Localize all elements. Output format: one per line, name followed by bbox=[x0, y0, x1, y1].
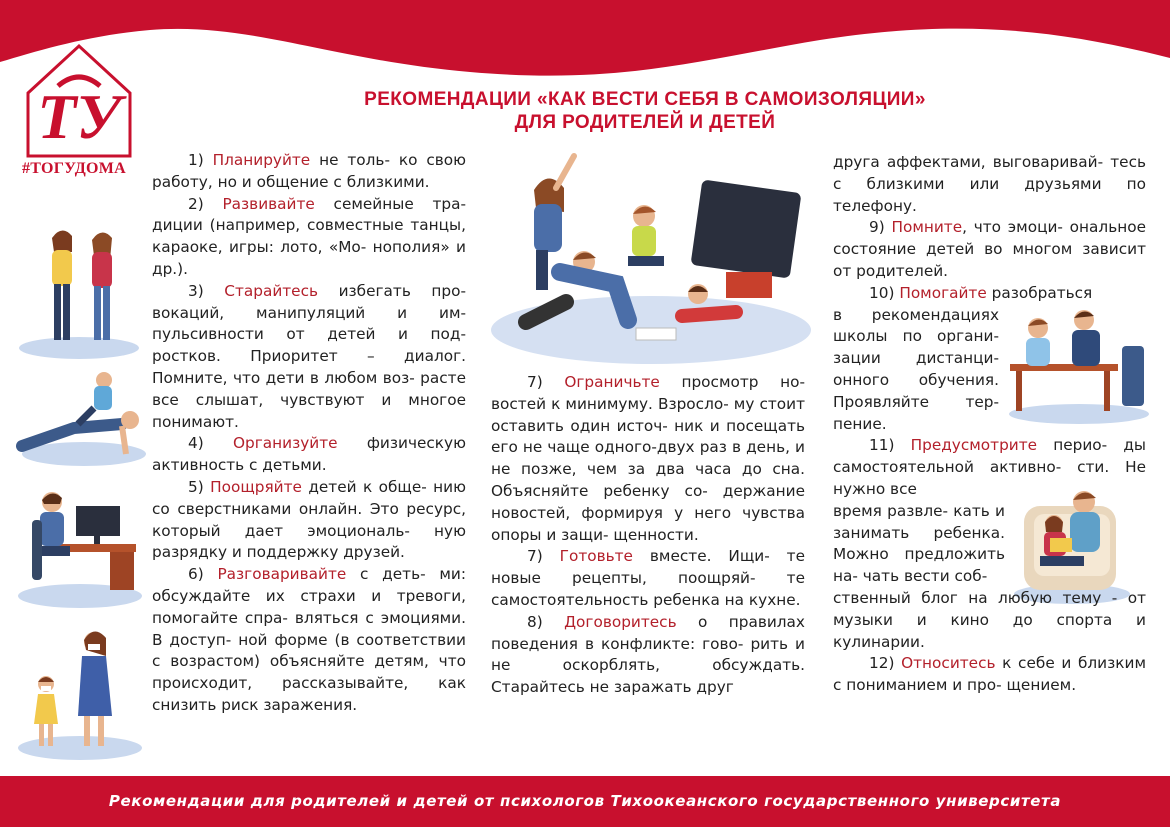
column-right bbox=[833, 152, 1146, 697]
recommendation-7a: 7) Ограничьте просмотр но- востей к минимуму. Взросло- му стоит оставить один источ- ник и посещать его не чаще одного-двух раз в день, и не позже, чем за два часа до сна. Объясняйте ребенку со- держание новостей, формируя у него чувства опоры и защи- щенности. bbox=[491, 373, 805, 544]
recommendation-5: 5) Поощряйте детей к обще- нию со сверстниками онлайн. Это ресурс, который дает эмоциональ- ную разрядку и поддержку друзей. bbox=[152, 477, 466, 562]
illustration-exercise bbox=[14, 368, 146, 468]
footer-text: Рекомендации для родителей и детей от психологов Тихоокеанского государственного университета bbox=[108, 792, 1062, 810]
title-line-1: РЕКОМЕНДАЦИИ «КАК ВЕСТИ СЕБЯ В САМОИЗОЛЯЦИИ» bbox=[364, 89, 926, 110]
recommendation-11: 11) Предусмотрите перио- ды самостоятельной активно- сти. Не нужно все bbox=[833, 436, 1146, 498]
university-logo bbox=[20, 38, 138, 178]
keyword: Ограничьте bbox=[564, 373, 660, 391]
keyword: Планируйте bbox=[212, 151, 311, 169]
column-middle bbox=[491, 372, 805, 699]
recommendation-9: 9) Помните, что эмоци- ональное состояние детей во многом зависит от родителей. bbox=[833, 218, 1146, 280]
hashtag-label: #ТОГУДОМА bbox=[22, 160, 127, 177]
header-wave bbox=[0, 0, 1170, 95]
illustration-mothers-talking bbox=[14, 222, 144, 362]
keyword: Разговаривайте bbox=[217, 565, 347, 584]
recommendation-6: 6) Разговаривайте с деть- ми: обсуждайте их страхи и тревоги, помогайте спра- вляться с эмоциями. В доступ- ной форме (в соответствии с возрастом) объясняйте детям, что происходит, рассказывайте, как снизить риск заражения. bbox=[152, 565, 466, 714]
recommendation-11-middle: время развле- кать и занимать ребенка. Можно предложить на- чать вести соб- bbox=[833, 501, 1005, 586]
keyword: Организуйте bbox=[233, 434, 338, 453]
keyword: Помните bbox=[891, 218, 963, 237]
recommendation-11-end: ственный блог на любую тему - от музыки и кино до спорта и кулинарии. bbox=[833, 588, 1146, 651]
recommendation-7b: 7) Готовьте вместе. Ищи- те новые рецепты, поощряй- те самостоятельность ребенка на кухне. bbox=[491, 547, 805, 609]
column-left bbox=[152, 150, 466, 717]
page-title bbox=[300, 88, 990, 134]
keyword: Помогайте bbox=[899, 283, 987, 302]
recommendation-4: 4) Организуйте физическую активность с детьми. bbox=[152, 434, 466, 475]
recommendation-2: 2) Развивайте семейные тра- диции (например, совместные танцы, караоке, игры: лото, «Мо- нополия» и др.). bbox=[152, 194, 466, 278]
illustration-mother-child-masks bbox=[14, 620, 146, 762]
recommendation-1: 1) Планируйте не толь- ко свою работу, но и общение с близкими. bbox=[152, 151, 466, 191]
illustration-family-playing bbox=[486, 152, 812, 367]
keyword: Относитесь bbox=[901, 654, 996, 673]
keyword: Готовьте bbox=[559, 547, 633, 566]
keyword: Развивайте bbox=[222, 194, 315, 213]
title-line-2: ДЛЯ РОДИТЕЛЕЙ И ДЕТЕЙ bbox=[514, 112, 776, 133]
keyword: Предусмотрите bbox=[910, 436, 1038, 455]
recommendation-10-continued: в рекомендациях школы по органи- зации дистанци- онного обучения. Проявляйте тер- пение. bbox=[833, 305, 999, 433]
illustration-child-computer bbox=[14, 480, 146, 610]
svg-text:ТУ: ТУ bbox=[37, 81, 121, 152]
footer-bar bbox=[0, 776, 1170, 827]
keyword: Договоритесь bbox=[564, 612, 677, 631]
keyword: Старайтесь bbox=[224, 281, 319, 300]
recommendation-8: 8) Договоритесь о правилах поведения в конфликте: гово- рить и не оскорблять, обсуждать. Старайтесь не заражать друг bbox=[491, 612, 805, 697]
recommendation-10: 10) Помогайте разобраться bbox=[869, 283, 1093, 302]
recommendation-3: 3) Старайтесь избегать про- вокаций, манипуляций и им- пульсивности от детей и под- ростков. Приоритет – диалог. Помните, что дети в любом воз- расте все слышат, чувствуют и многое понимают. bbox=[152, 281, 466, 431]
recommendation-12: 12) Относитесь к себе и близким с пониманием и про- щением. bbox=[833, 654, 1146, 695]
keyword: Поощряйте bbox=[210, 477, 302, 496]
recommendation-8-continued: друга аффектами, выговаривай- тесь с близкими или друзьями по телефону. bbox=[833, 153, 1146, 215]
